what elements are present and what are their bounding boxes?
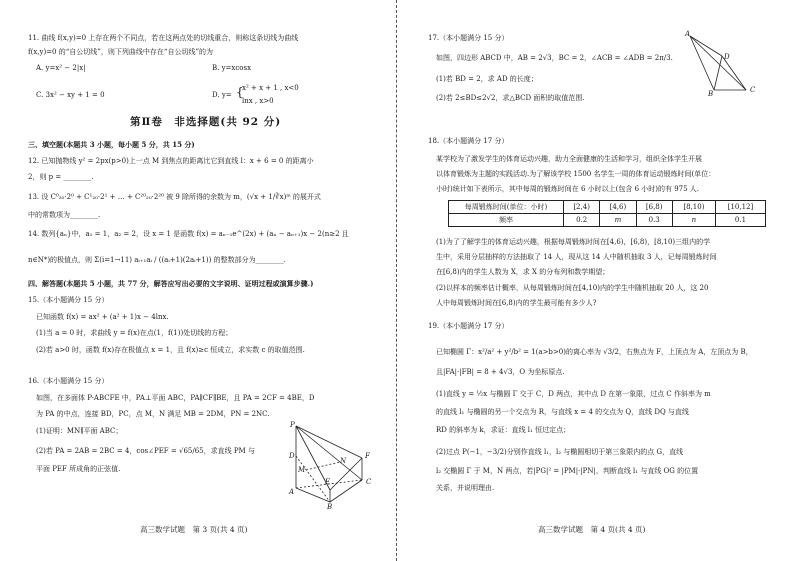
q19-line7: l₂ 交椭圆 Γ 于 M，N 两点，若|PG|² = |PM|·|PN|，判断直线 l₁ 与直线 OG 的位置 (436, 467, 699, 475)
q14-line1: 14. 数列{aₙ}中，a₁ = 1，a₂ = 2，设 x = 1 是函数 f(x) = aₙ₋₁e^(2x) + (aₙ − aₙ₊₁)x − 2(n≥2 且 (28, 230, 349, 238)
q11-option-c: C. 3x² − xy + 1 = 0 (36, 91, 105, 99)
q18-head: 18.（本小题满分 17 分） (428, 137, 509, 145)
fig16-label-f: F (365, 452, 370, 460)
q18-p1-line2: 生中，采用分层抽样的方法抽取了 14 人，现从这 14 人中随机抽取 3 人，记每周锻炼时间 (436, 253, 717, 261)
fig16-label-n: N (340, 457, 347, 465)
frequency-table (448, 200, 766, 227)
table-row (449, 201, 766, 214)
fig16-label-e: E (325, 478, 331, 486)
table-cell: 0.2 (564, 214, 600, 227)
table-row-header: 频率 (449, 214, 564, 227)
q13-line1: 13. 设 C⁰₂₀·2⁰ + C¹₂₀·2¹ + … + C²⁰₂₀·2²⁰ 被 9 除所得的余数为 m，(√x + 1/∛x)ᵐ 的展开式 (28, 193, 321, 201)
table-row-header: 每周锻炼时间(单位：小时) (449, 201, 564, 214)
q19-line4: 的直线 l₁ 与椭圆的另一个交点为 R，与直线 x = 4 的交点为 Q，直线 DQ 与直线 (436, 408, 689, 416)
q11-option-d-label: D. y= (212, 91, 232, 99)
q19-line3: (1)直线 y = ½x 与椭圆 Γ 交于 C，D 两点，其中点 D 在第一象限，过点 C 作斜率为 m (436, 390, 711, 398)
table-cell: m (600, 214, 636, 227)
table-cell: [2,4) (564, 201, 600, 214)
right-footer: 高三数学试题 第 4 页(共 4 页) (538, 525, 646, 534)
fig16-label-m: M (298, 466, 306, 474)
q15-line2: (1)当 a = 0 时，求曲线 y = f(x)在点(1，f(1))处切线的方程； (36, 329, 233, 337)
table-cell: 0.1 (715, 214, 765, 227)
fig17-label-b: B (708, 90, 714, 98)
q18-p2-line2: 人中每周锻炼时间在[6,8)内的学生最可能有多少人? (436, 299, 597, 307)
q17-line2: (1)若 BD = 2，求 AD 的长度； (436, 75, 538, 83)
q16-line3: (1)证明：MN∥平面 ABC； (36, 427, 123, 435)
q11-option-d-case2: lnx , x>0 (242, 97, 274, 105)
q19-line2: 且|FA|·|FB| = 8 + 4√3，O 为坐标原点. (436, 368, 565, 376)
q18-p1-line1: (1)为了了解学生的体育运动兴趣，根据每周锻炼时间在[4,6)，[6,8)，[8,10)三组内的学 (436, 238, 711, 246)
q12-line2: 2，则 p = ________. (28, 173, 94, 181)
q11-line2: f(x,y)=0 的“自公切线”，则下列曲线中存在“自公切线”的为 (28, 48, 214, 56)
table-cell: n (672, 214, 715, 227)
fig16-label-p: P (290, 421, 295, 429)
left-page (0, 0, 396, 561)
fig17-label-c: C (750, 86, 756, 94)
polyhedron-figure (282, 420, 382, 512)
page-divider (396, 0, 397, 561)
q16-line2: 为 PA 的中点，连接 BD，PC，点 M，N 满足 MB = 2DM，PN = 2NC. (36, 410, 270, 418)
q11-option-b: B. y=xcosx (212, 64, 252, 72)
q19-line5: RD 的斜率为 k，求证：直线 l₁ 恒过定点； (436, 426, 571, 434)
q11-option-d-case1: x² + x + 1 , x<0 (242, 84, 299, 92)
table-cell: [6,8) (636, 201, 672, 214)
q12-line1: 12. 已知抛物线 y² = 2px(p>0)上一点 M 到焦点的距离比它到直线 l：x + 6 = 0 的距离小 (28, 157, 314, 165)
q19-line6: (2)过点 P(−1，−3/2)分别作直线 l₁，l₂ 与椭圆相切于第三象限内的点 G，直线 (436, 448, 684, 456)
q15-line1: 已知函数 f(x) = ax² + (a² + 1)x − 4lnx. (36, 313, 169, 321)
q19-line8: 关系，并说明理由. (436, 484, 495, 492)
q18-p1-line3: 在[6,8)内的学生人数为 X，求 X 的分布列和数学期望； (436, 268, 610, 276)
fig16-label-d: D (289, 452, 295, 460)
q11-option-d-brace: { (236, 85, 244, 99)
fig16-label-c: C (366, 478, 372, 486)
q16-line5: 平面 PEF 所成角的正弦值. (36, 465, 121, 473)
q11-option-a: A. y=x² − 2|x| (36, 64, 86, 72)
right-page (398, 0, 794, 561)
table-row (449, 214, 766, 227)
q19-head: 19.（本小题满分 17 分） (428, 322, 509, 330)
q18-line2: 以体育锻炼为主题的实践活动.为了解该学校 1500 名学生一周的体育运动锻炼时间(单位： (436, 170, 716, 178)
fig17-label-a: A (685, 30, 691, 38)
q11-line1: 11. 曲线 f(x,y)=0 上存在两个不同点，若在这两点处的切线重合，则称这条切线为曲线 (28, 34, 299, 42)
q17-line3: (2)若 2≤BD≤2√2，求△BCD 面积的取值范围. (436, 94, 585, 102)
fig16-label-b: B (327, 503, 333, 511)
table-cell: [8,10) (672, 201, 715, 214)
q14-line2: n∈N*)的极值点，则 Σ(i=1→11) aᵢ₊₁aᵢ / ((aᵢ+1)(2aᵢ+1)) 的整数部分为________. (28, 256, 286, 264)
section2-title: 第Ⅱ卷 非选择题(共 92 分) (130, 116, 282, 128)
fig17-label-d: D (724, 53, 730, 61)
table-cell: [10,12] (715, 201, 765, 214)
q17-line1: 如图，四边形 ABCD 中，AB = 2√3，BC = 2，∠ACB = ∠ADB = 2π/3. (436, 54, 673, 62)
q15-head: 15.（本小题满分 15 分） (28, 296, 109, 304)
q13-line2: 中的常数项为________. (28, 211, 101, 219)
solve-heading: 四、解答题(本题共 5 小题，共 77 分，解答应写出必要的文字说明、证明过程或演算步骤.) (28, 279, 314, 288)
q17-head: 17.（本小题满分 15 分） (428, 34, 509, 42)
left-footer: 高三数学试题 第 3 页(共 4 页) (140, 525, 248, 534)
q16-line4: (2)若 PA = 2AB = 2BC = 4，cos∠PEF = √65/65，求直线 PM 与 (36, 447, 255, 455)
fill-blank-heading: 三、填空题(本题共 3 小题，每小题 5 分，共 15 分) (28, 140, 195, 149)
q18-p2-line1: (2)以样本的频率估计概率，从每周锻炼时间在[4,10)内的学生中随机抽取 20 人，这 20 (436, 284, 709, 292)
q18-line3: 小时)统计如下表所示，其中每周的锻炼时间在 6 小时以上(包含 6 小时)的有 975 人. (436, 185, 700, 193)
table-cell: [4,6) (600, 201, 636, 214)
q16-head: 16.（本小题满分 15 分） (28, 377, 109, 385)
q18-line1: 某学校为了激发学生的体育运动兴趣，助力全面健康的生活和学习，组织全体学生开展 (436, 155, 702, 163)
quadrilateral-figure (686, 30, 786, 98)
q16-line1: 如图，在多面体 P-ABCFE 中，PA⊥平面 ABC，PA∥CF∥BE，且 PA = 2CF = 4BE，D (36, 394, 315, 402)
table-cell: 0.3 (636, 214, 672, 227)
fig16-label-a: A (289, 488, 295, 496)
q19-line1: 已知椭圆 Γ：x²/a² + y²/b² = 1(a>b>0)的离心率为 √3/2，右焦点为 F，上顶点为 A，左顶点为 B， (436, 348, 753, 356)
q15-line3: (2)若 a>0 时，函数 f(x)存在极值点 x = 1，且 f(x)≥c 恒成立，求实数 c 的取值范围. (36, 346, 305, 354)
